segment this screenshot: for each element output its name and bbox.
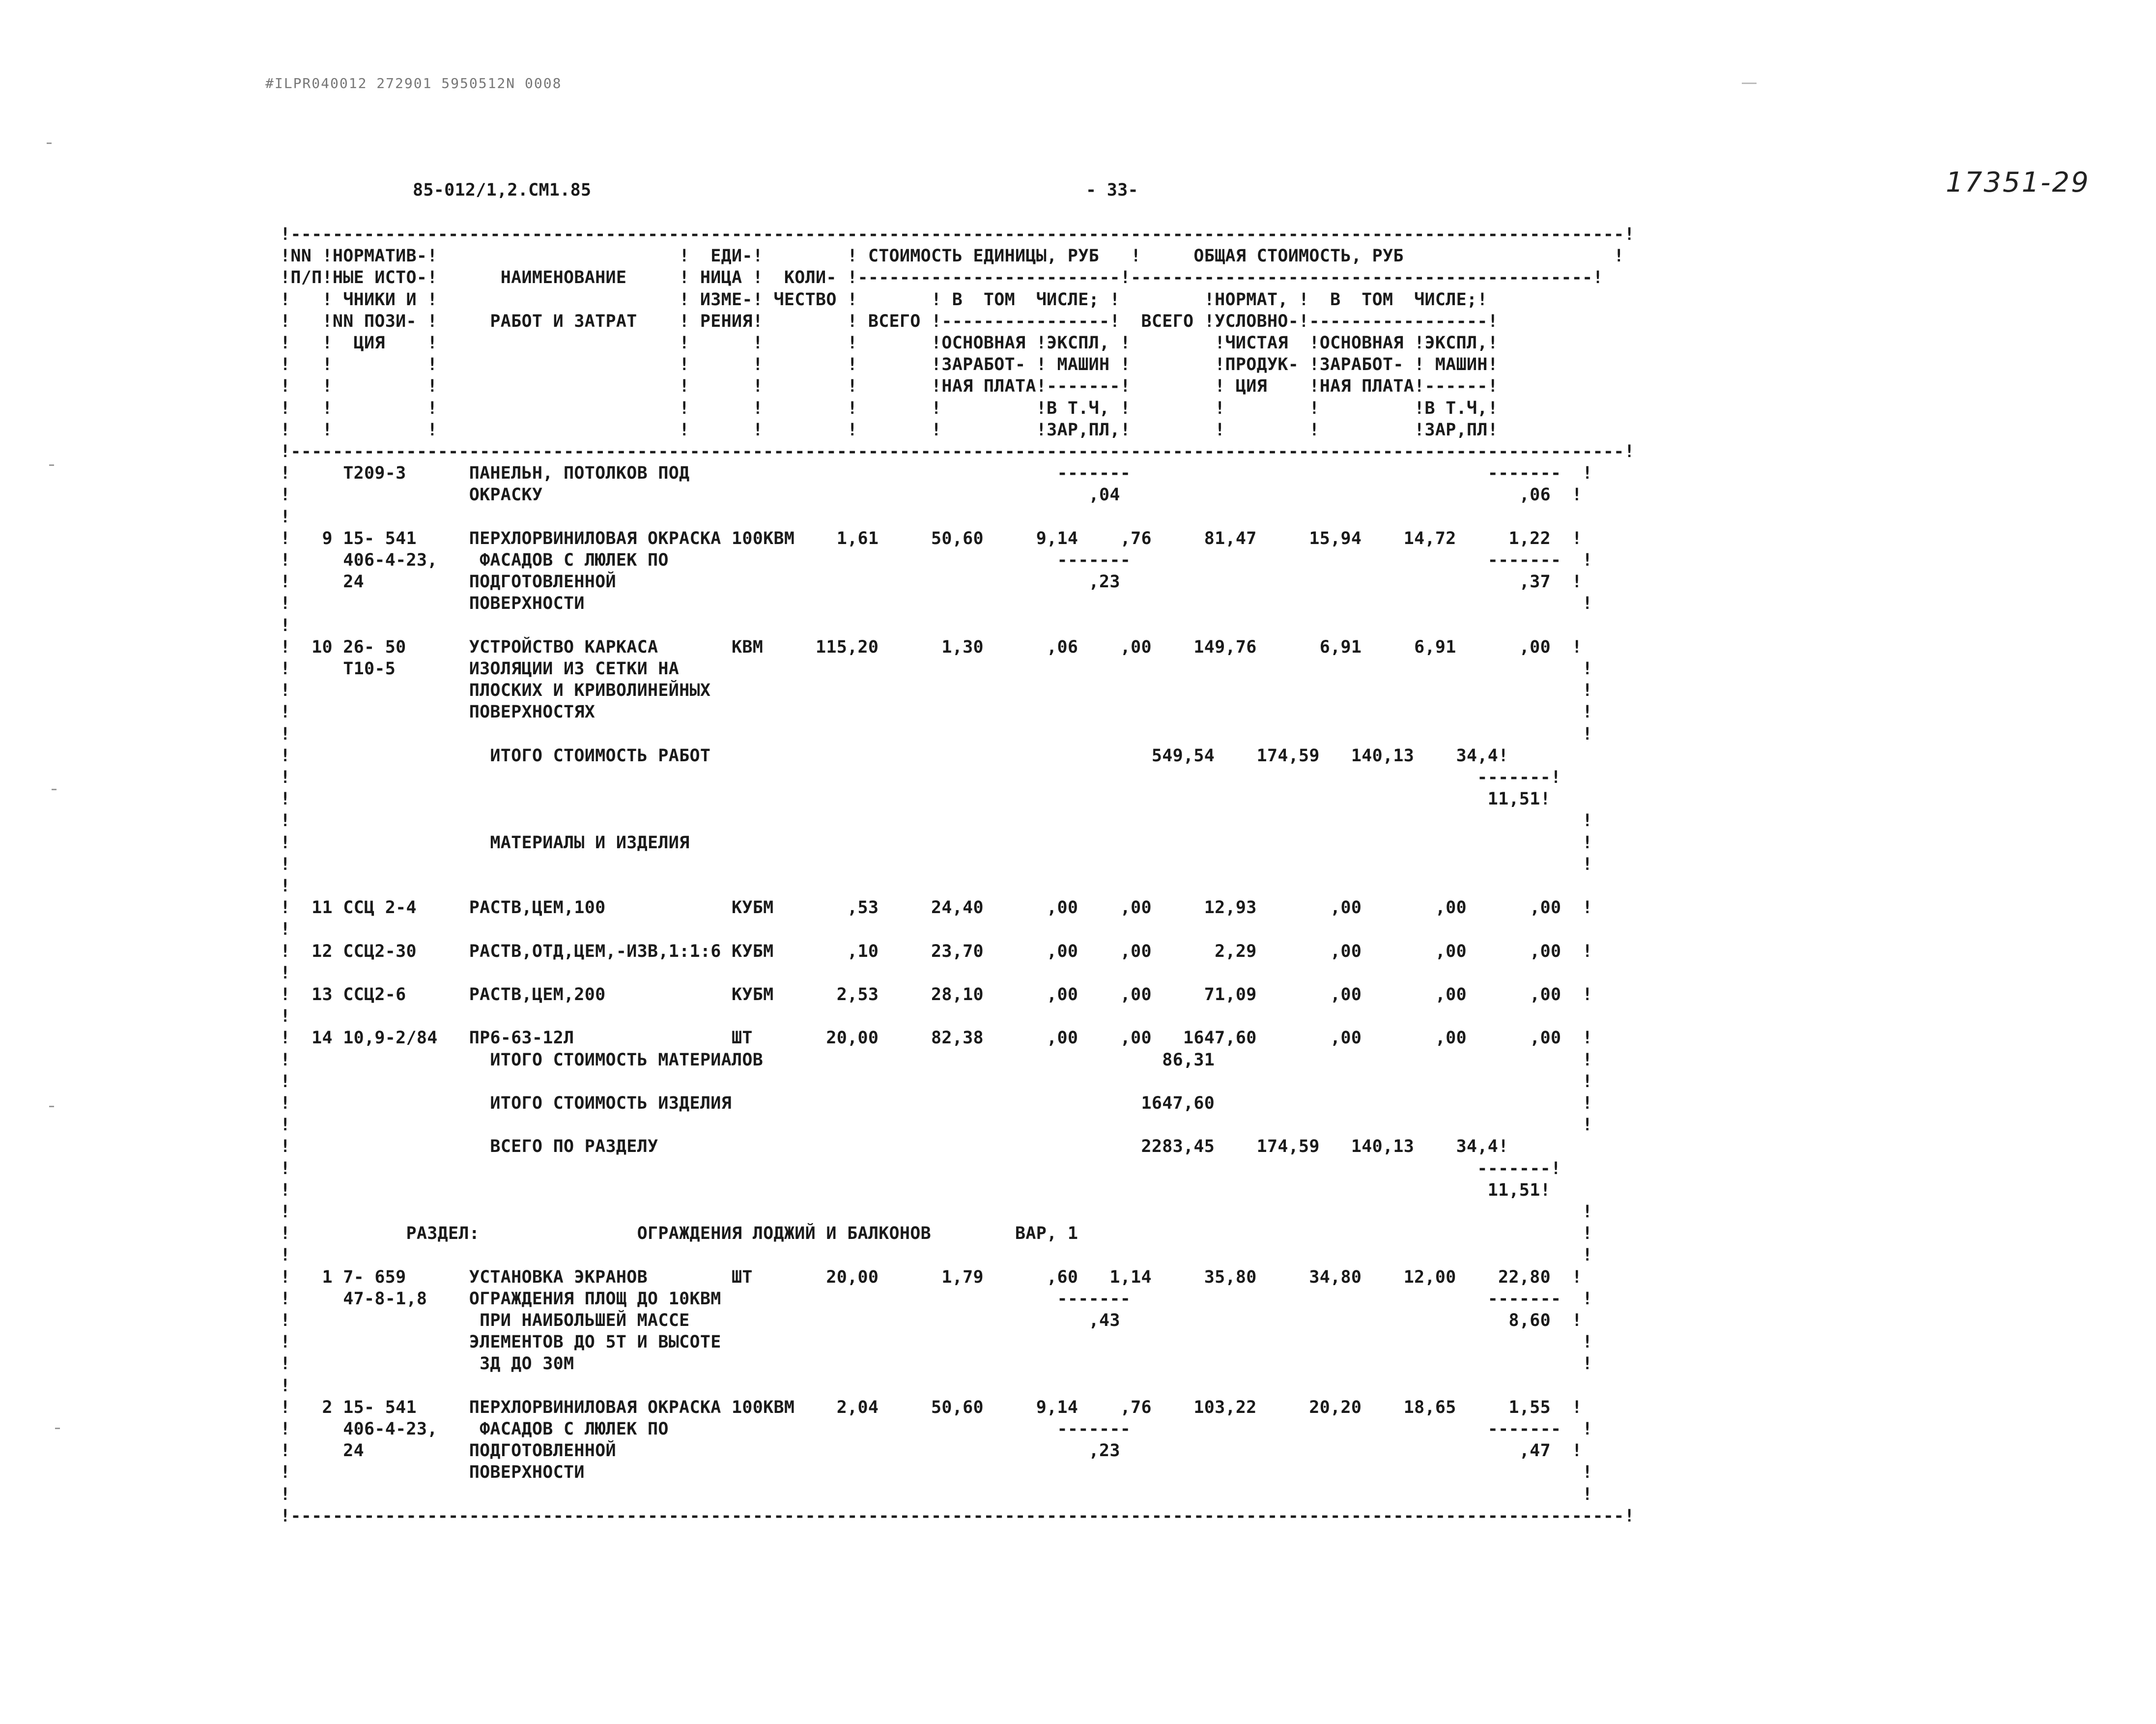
table-line: ! 11,51!: [280, 789, 1551, 809]
table-line: !: [280, 1006, 291, 1027]
table-line: ! МАТЕРИАЛЫ И ИЗДЕЛИЯ !: [280, 833, 1593, 853]
table-line: ! ПОВЕРХНОСТЯХ !: [280, 702, 1593, 722]
table-line: ! ИТОГО СТОИМОСТЬ МАТЕРИАЛОВ 86,31 !: [280, 1050, 1593, 1070]
table-line: ! !: [280, 724, 1593, 744]
table-line: ! ! ЧНИКИ И ! ! ИЗМЕ-! ЧЕСТВО ! ! В ТОМ ЧИСЛЕ; ! !НОРМАТ, ! В ТОМ ЧИСЛЕ;!: [280, 289, 1488, 310]
table-line: !: [280, 507, 291, 527]
table-line: ! !NN ПОЗИ- ! РАБОТ И ЗАТРАТ ! РЕНИЯ! ! ВСЕГО !----------------! ВСЕГО !УСЛОВНО-!-----------------!: [280, 311, 1499, 331]
table-line: ! ! ! ! ! ! ! !ЗАР,ПЛ,! ! ! !ЗАР,ПЛ!: [280, 420, 1499, 440]
scan-speck: [49, 464, 54, 466]
table-line: ! !: [280, 1202, 1593, 1222]
table-line: !-------------------------------------------------------------------------------------------------------------------------------!: [280, 1506, 1635, 1526]
table-line: !NN !НОРМАТИВ-! ! ЕДИ-! ! СТОИМОСТЬ ЕДИНИЦЫ, РУБ ! ОБЩАЯ СТОИМОСТЬ, РУБ !: [280, 246, 1624, 266]
table-line: ! РАЗДЕЛ: ОГРАЖДЕНИЯ ЛОДЖИЙ И БАЛКОНОВ ВАР, 1 !: [280, 1224, 1593, 1244]
table-line: ! ОКРАСКУ ,04 ,06 !: [280, 485, 1583, 505]
table-line: ! Т10-5 ИЗОЛЯЦИИ ИЗ СЕТКИ НА !: [280, 659, 1593, 679]
table-line: !: [280, 876, 291, 896]
handwritten-sheet-number: 17351-29: [1946, 167, 2090, 199]
table-line: ! ПОВЕРХНОСТИ !: [280, 1463, 1593, 1483]
table-line: !-------------------------------------------------------------------------------------------------------------------------------!: [280, 442, 1635, 461]
table-line: ! 24 ПОДГОТОВЛЕННОЙ ,23 ,47 !: [280, 1441, 1583, 1461]
scan-speck: [52, 789, 57, 790]
margin-mark: [1742, 83, 1757, 84]
page-number: - 33-: [1086, 180, 1138, 200]
table-line: ! ПРИ НАИБОЛЬШЕЙ МАССЕ ,43 8,60 !: [280, 1311, 1583, 1330]
table-line: ! -------!: [280, 768, 1561, 787]
table-line: ! 12 ССЦ2-30 РАСТВ,ОТД,ЦЕМ,-ИЗВ,1:1:6 КУБМ ,10 23,70 ,00 ,00 2,29 ,00 ,00 ,00 !: [280, 941, 1593, 961]
table-line: ! -------!: [280, 1158, 1561, 1178]
table-line: ! ЭЛЕМЕНТОВ ДО 5Т И ВЫСОТЕ !: [280, 1332, 1593, 1352]
table-line: !: [280, 963, 291, 983]
table-line: ! 14 10,9-2/84 ПР6-63-12Л ШТ 20,00 82,38 ,00 ,00 1647,60 ,00 ,00 ,00 !: [280, 1028, 1593, 1048]
table-line: ! ЗД ДО 30М !: [280, 1354, 1593, 1374]
table-line: ! Т209-3 ПАНЕЛЬН, ПОТОЛКОВ ПОД ------- ------- !: [280, 463, 1593, 484]
table-line: ! ПЛОСКИХ И КРИВОЛИНЕЙНЫХ !: [280, 681, 1593, 701]
table-line: ! !: [280, 1115, 1593, 1135]
table-line: ! 11 ССЦ 2-4 РАСТВ,ЦЕМ,100 КУБМ ,53 24,40 ,00 ,00 12,93 ,00 ,00 ,00 !: [280, 898, 1593, 918]
table-line: ! !: [280, 811, 1593, 831]
table-line: !: [280, 1376, 291, 1396]
table-line: ! ! ! ! ! ! !ЗАРАБОТ- ! МАШИН ! !ПРОДУК- !ЗАРАБОТ- ! МАШИН!: [280, 355, 1499, 375]
table-line: ! !: [280, 1484, 1593, 1504]
table-line: ! ! ! ! ! ! ! !В Т.Ч, ! ! ! !В Т.Ч,!: [280, 398, 1499, 418]
table-line: !П/П!НЫЕ ИСТО-! НАИМЕНОВАНИЕ ! НИЦА ! КОЛИ- !-------------------------!--------------------------------------------!: [280, 268, 1603, 288]
table-line: ! 10 26- 50 УСТРОЙСТВО КАРКАСА КВМ 115,20 1,30 ,06 ,00 149,76 6,91 6,91 ,00 !: [280, 637, 1583, 657]
table-line: ! !: [280, 1071, 1593, 1092]
table-line: ! 406-4-23, ФАСАДОВ С ЛЮЛЕК ПО ------- ------- !: [280, 1419, 1593, 1439]
scan-speck: [55, 1428, 60, 1429]
table-line: ! !: [280, 854, 1593, 874]
table-line: ! 9 15- 541 ПЕРХЛОРВИНИЛОВАЯ ОКРАСКА 100КВМ 1,61 50,60 9,14 ,76 81,47 15,94 14,72 1,22 !: [280, 528, 1583, 548]
table-line: ! 47-8-1,8 ОГРАЖДЕНИЯ ПЛОЩ ДО 10КВМ ------- ------- !: [280, 1289, 1593, 1309]
scan-speck: [47, 143, 52, 144]
table-line: ! ВСЕГО ПО РАЗДЕЛУ 2283,45 174,59 140,13 34,4!: [280, 1137, 1509, 1157]
table-line: !: [280, 615, 291, 635]
table-line: !: [280, 919, 291, 940]
table-line: ! 2 15- 541 ПЕРХЛОРВИНИЛОВАЯ ОКРАСКА 100КВМ 2,04 50,60 9,14 ,76 103,22 20,20 18,65 1,55 !: [280, 1397, 1583, 1417]
top-scan-code: #ILPR040012 272901 5950512N 0008: [265, 75, 562, 91]
table-line: ! !: [280, 1245, 1593, 1265]
table-line: ! 11,51!: [280, 1180, 1551, 1200]
table-line: ! 1 7- 659 УСТАНОВКА ЭКРАНОВ ШТ 20,00 1,79 ,60 1,14 35,80 34,80 12,00 22,80 !: [280, 1267, 1583, 1287]
table-line: ! 406-4-23, ФАСАДОВ С ЛЮЛЕК ПО ------- ------- !: [280, 550, 1593, 570]
table-line: ! ИТОГО СТОИМОСТЬ РАБОТ 549,54 174,59 140,13 34,4!: [280, 746, 1509, 766]
scan-speck: [49, 1106, 54, 1107]
table-line: ! ! ЦИЯ ! ! ! ! !ОСНОВНАЯ !ЭКСПЛ, ! !ЧИСТАЯ !ОСНОВНАЯ !ЭКСПЛ,!: [280, 333, 1499, 353]
table-line: ! ! ! ! ! ! !НАЯ ПЛАТА!-------! ! ЦИЯ !НАЯ ПЛАТА!------!: [280, 376, 1499, 397]
table-line: ! 13 ССЦ2-6 РАСТВ,ЦЕМ,200 КУБМ 2,53 28,10 ,00 ,00 71,09 ,00 ,00 ,00 !: [280, 985, 1593, 1005]
document-code: 85-012/1,2.CM1.85: [413, 180, 592, 200]
table-line: !-------------------------------------------------------------------------------------------------------------------------------!: [280, 225, 1635, 244]
table-line: ! 24 ПОДГОТОВЛЕННОЙ ,23 ,37 !: [280, 572, 1583, 592]
table-line: ! ПОВЕРХНОСТИ !: [280, 594, 1593, 614]
table-line: ! ИТОГО СТОИМОСТЬ ИЗДЕЛИЯ 1647,60 !: [280, 1093, 1593, 1113]
